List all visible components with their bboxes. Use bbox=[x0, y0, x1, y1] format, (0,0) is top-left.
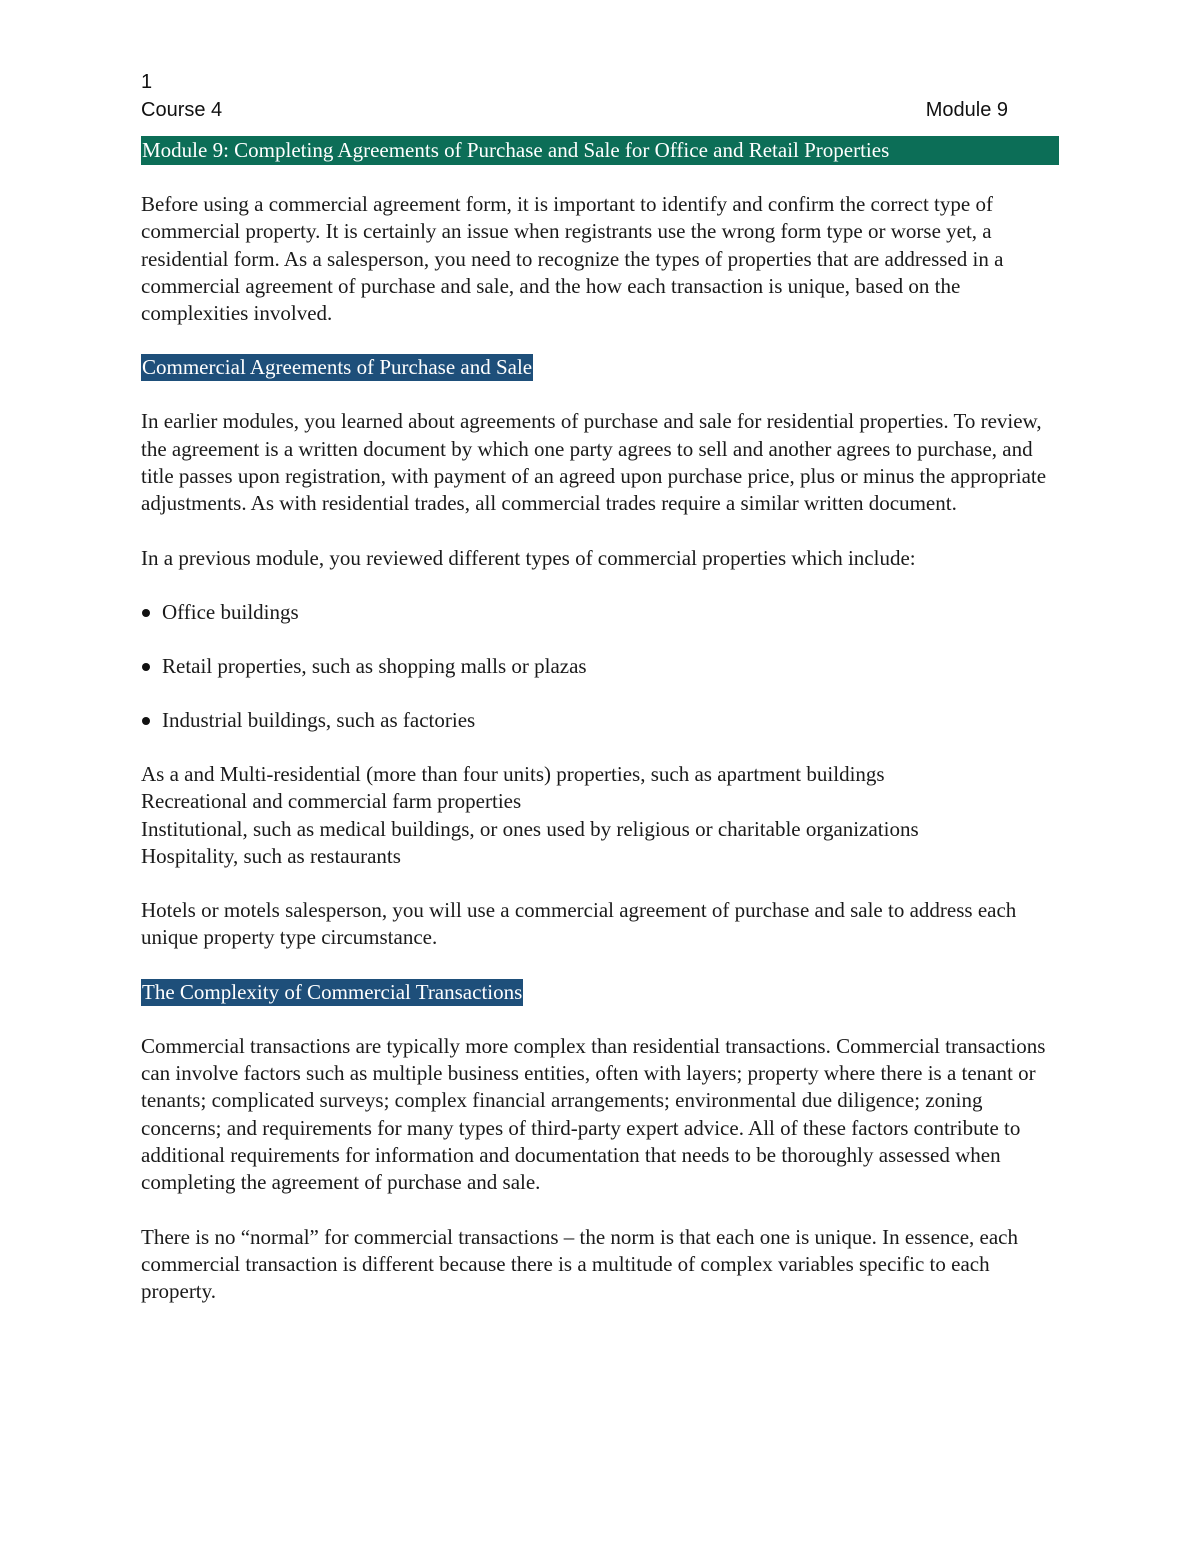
property-types-intro: In a previous module, you reviewed different types of commercial properties which include: bbox=[141, 545, 916, 570]
bullet-icon bbox=[142, 609, 150, 617]
bullet-icon bbox=[142, 717, 150, 725]
agreements-paragraph: In earlier modules, you learned about agreements of purchase and sale for residential properties. To review, the agreement is a written document by which one party agrees to sell and another agrees to purchase, and title passes upon registration, with payment of an agreed upon purchase price, plus or minus the appropriate adjustments. As with residential trades, all commercial trades require a similar written document. bbox=[141, 409, 1047, 516]
bullet-icon bbox=[142, 663, 150, 671]
page-header bbox=[141, 68, 1059, 124]
list-item: Office buildings bbox=[141, 599, 1059, 626]
section-heading-wrapper bbox=[141, 979, 1059, 1006]
section-heading-agreements: Commercial Agreements of Purchase and Sale bbox=[142, 355, 533, 380]
text-line: Institutional, such as medical buildings, or ones used by religious or charitable organizations bbox=[141, 816, 919, 841]
header-row bbox=[141, 96, 1059, 124]
document-page bbox=[141, 68, 1059, 1305]
complexity-paragraph: Commercial transactions are typically more complex than residential transactions. Commercial transactions can involve factors such as multiple business entities, often with layers; property where there is a tenant or tenants; complicated surveys; complex financial arrangements; environmental due diligence; zoning concerns; and requirements for many types of third-party expert advice. All of these factors contribute to additional requirements for information and documentation that needs to be thoroughly assessed when completing the agreement of purchase and sale. bbox=[141, 1033, 1046, 1195]
module-title-banner: Module 9: Completing Agreements of Purchase and Sale for Office and Retail Properties bbox=[141, 136, 1059, 165]
list-item: Retail properties, such as shopping malls or plazas bbox=[141, 653, 1059, 680]
property-types-lines bbox=[141, 761, 1059, 870]
section-heading-complexity: The Complexity of Commercial Transactions bbox=[142, 979, 523, 1004]
text-line: Recreational and commercial farm properties bbox=[141, 789, 522, 814]
header-course: Course 4 bbox=[141, 99, 223, 121]
intro-paragraph: Before using a commercial agreement form, it is important to identify and confirm the correct type of commercial property. It is certainly an issue when registrants use the wrong form type or worse yet, a residential form. As a salesperson, you need to recognize the types of properties that are addressed in a commercial agreement of purchase and sale, and the how each transaction is unique, based on the complexities involved. bbox=[141, 192, 1004, 326]
list-item: Industrial buildings, such as factories bbox=[141, 707, 1059, 734]
text-line: As a and Multi-residential (more than four units) properties, such as apartment buildings bbox=[141, 761, 885, 786]
hotels-paragraph: Hotels or motels salesperson, you will use a commercial agreement of purchase and sale to address each unique property type circumstance. bbox=[141, 898, 1017, 950]
page-number: 1 bbox=[141, 71, 153, 93]
header-module: Module 9 bbox=[925, 99, 1008, 121]
normal-paragraph: There is no “normal” for commercial transactions – the norm is that each one is unique. In essence, each commercial transaction is different because there is a multitude of complex variables specific to each property. bbox=[141, 1224, 1019, 1304]
section-heading-wrapper bbox=[141, 354, 1059, 381]
property-types-list bbox=[141, 599, 1059, 734]
text-line: Hospitality, such as restaurants bbox=[141, 843, 401, 868]
